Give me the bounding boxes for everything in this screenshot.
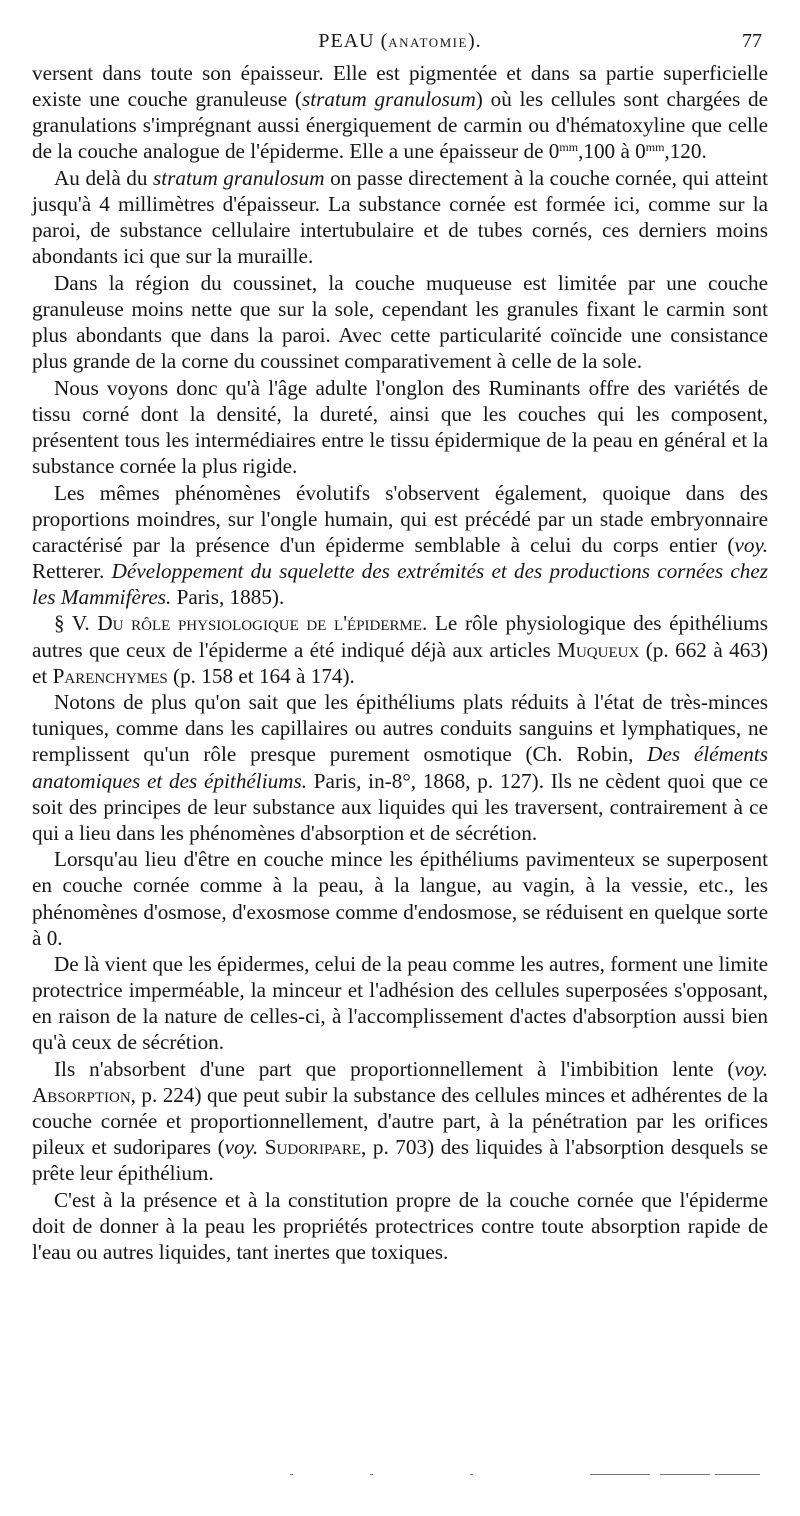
paragraph-8: Lorsqu'au lieu d'être en couche mince les épithéliums pavimenteux se superposent en couche cornée comme à la peau, à la langue, au vagin, à la vessie, etc., les phénomènes d'osmose, d'exosmose comme d'endosmose, se réduisent en quelque sorte à 0.: [32, 847, 768, 950]
paragraph-1: versent dans toute son épaisseur. Elle est pigmentée et dans sa partie superficielle existe une couche granuleuse (stratum granulosum) où les cellules sont chargées de granulations s'imprégnant aussi énergiquement de carmin ou d'hématoxyline que celle de la couche analogue de l'épiderme. Elle a une épaisseur de $0^{mm},100$ à $0^{mm},120$.: [32, 61, 768, 164]
page-number: 77: [742, 30, 762, 52]
running-title-paren-close: ).: [467, 30, 482, 52]
paragraph-11: C'est à la présence et à la constitution propre de la couche cornée que l'épiderme doit de donner à la peau les propriétés protectrices contre toute absorption rapide de l'eau ou autres liquides, tant inertes que toxiques.: [32, 1188, 768, 1265]
crossref-parenchymes: Parenchymes: [52, 663, 168, 688]
page: [32, 26, 768, 1265]
paragraph-2: Au delà du stratum granulosum on passe directement à la couche cornée, qui atteint jusqu'à 4 millimètres d'épaisseur. La substance cornée est formée ici, comme sur la paroi, de substance cellulaire intertubulaire et de tubes cornés, ces derniers moins abondants ici que sur la muraille.: [32, 165, 769, 269]
crossref-sudoripare: Sudoripare: [264, 1135, 361, 1160]
body-text: [32, 60, 768, 1265]
crossref-absorption: Absorption: [32, 1083, 131, 1108]
footer-rule-marks: [290, 1474, 760, 1480]
running-title: [32, 30, 768, 53]
paragraph-9: De là vient que les épidermes, celui de la peau comme les autres, forment une limite protectrice imperméable, la minceur et l'adhésion des cellules superposées s'opposant, en raison de la nature de celles-ci, à l'accomplissement d'actes d'absorption aussi bien qu'à ceux de sécrétion.: [32, 952, 768, 1055]
paragraph-10: Ils n'absorbent d'une part que proportionnellement à l'imbibition lente (voy. Absorption, p. 224) que peut subir la substance des cellules minces et adhérentes de la couche cornée et proportionnellement, d'autre part, à la pénétration par les orifices pileux et sudoripares (voy. Sudoripare, p. 703) des liquides à l'absorption desquels se prête leur épithélium.: [32, 1057, 768, 1186]
running-title-main: PEAU: [318, 30, 375, 52]
section-v-paragraph: § V. Du rôle physiologique de l'épiderme. Le rôle physiologique des épithéliums autres que ceux de l'épiderme a été indiqué déjà aux articles Muqueux (p. 662 à 463) et Parenchymes (p. 158 et 164 à 174).: [32, 611, 769, 688]
paragraph-5: Les mêmes phénomènes évolutifs s'observent également, quoique dans des proportions moindres, sur l'ongle humain, qui est précédé par un stade embryonnaire caractérisé par la présence d'un épiderme semblable à celui du corps entier (voy. Retterer. Développement du squelette des extrémités et des productions cornées chez les Mammifères. Paris, 1885).: [32, 480, 769, 609]
section-heading: § V. Du rôle physiologique de l'épiderme.: [54, 611, 428, 636]
paragraph-4: Nous voyons donc qu'à l'âge adulte l'onglon des Ruminants offre des variétés de tissu corné dont la densité, la dureté, ainsi que les couches qui les composent, présentent tous les intermédiaires entre le tissu épidermique de la peau en général et la substance cornée la plus rigide.: [32, 375, 768, 478]
crossref-muqueux: Muqueux: [557, 637, 640, 662]
paragraph-7: Notons de plus qu'on sait que les épithéliums plats réduits à l'état de très-minces tuniques, comme dans les capillaires ou autres conduits sanguins et lymphatiques, ne remplissent qu'un rôle presque purement osmotique (Ch. Robin, Des éléments anatomiques et des épithéliums. Paris, in-8°, 1868, p. 127). Ils ne cèdent quoi que ce soit des principes de leur substance aux liquides qui les traversent, contrairement à ce qui a lieu dans les phénomènes d'absorption et de sécrétion.: [32, 690, 768, 845]
running-header: [32, 26, 768, 60]
paragraph-3: Dans la région du coussinet, la couche muqueuse est limitée par une couche granuleuse moins nette que sur la sole, cependant les granules fixant le carmin sont plus abondants que dans la paroi. Avec cette particularité coïncide une consistance plus grande de la corne du coussinet comparativement à celle de la sole.: [32, 270, 768, 374]
running-title-paren-open: (: [374, 30, 389, 52]
running-title-sub: anatomie: [388, 31, 468, 51]
